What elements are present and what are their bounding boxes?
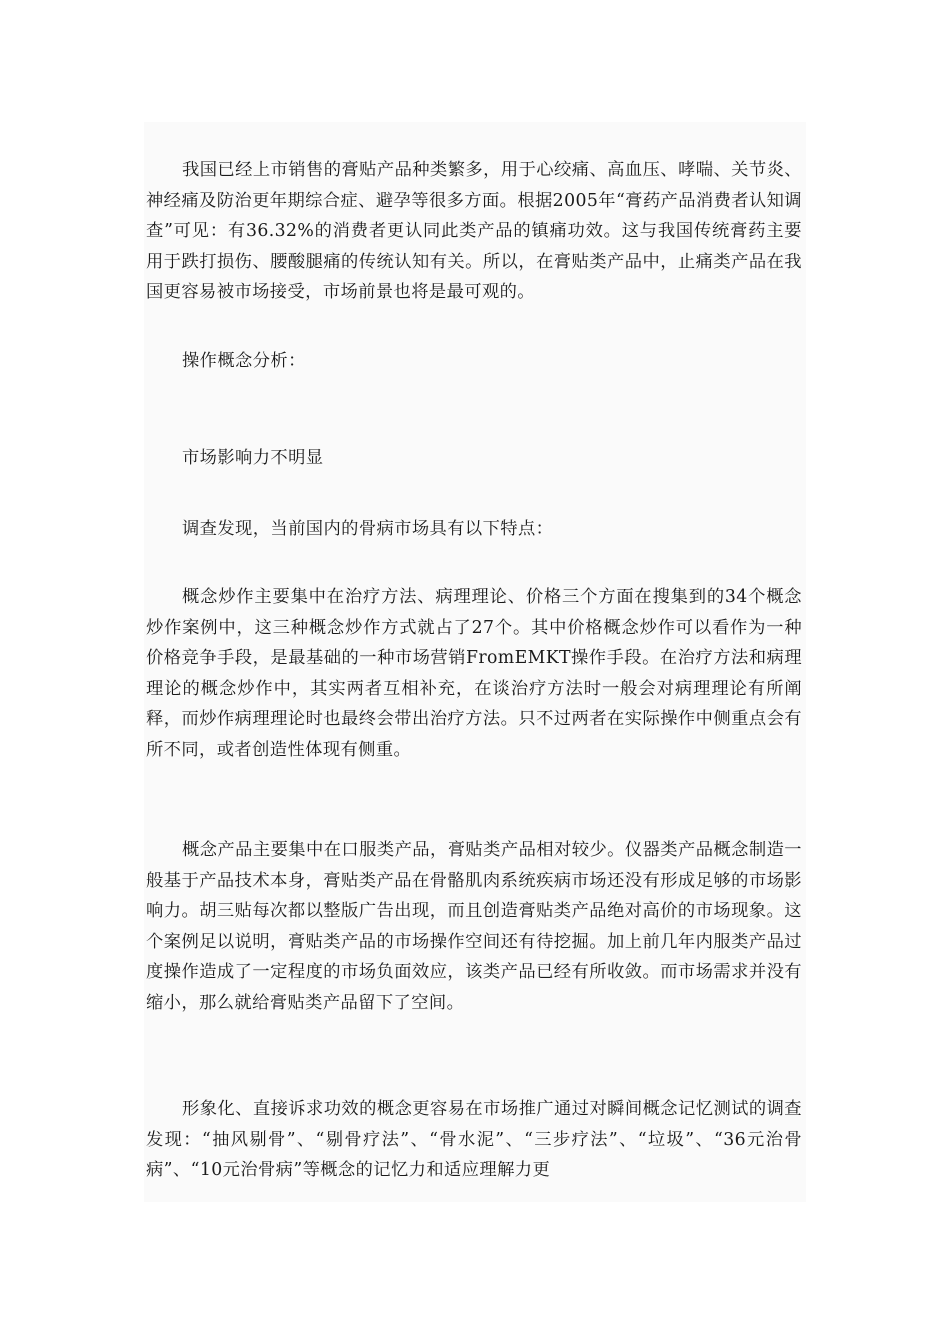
paragraph-survey-intro: 调查发现，当前国内的骨病市场具有以下特点： <box>182 519 554 539</box>
paragraph-concept-products: 概念产品主要集中在口服类产品，膏贴类产品相对较少。仪器类产品概念制造一般基于产品技术本身，膏贴类产品在骨骼肌肉系统疾病市场还没有形成足够的市场影响力。胡三贴每次都以整版广告出现，而且创造膏贴类产品绝对高价的市场现象。这个案例足以说明，膏贴类产品的市场操作空间还有待挖掘。加上前几年内服类产品过度操作造成了一定程度的市场负面效应，该类产品已经有所收敛。而市场需求并没有缩小，那么就给膏贴类产品留下了空间。 <box>146 840 802 1013</box>
paragraph-concept-analysis-heading: 操作概念分析： <box>182 351 306 371</box>
paragraph-concept-hype: 概念炒作主要集中在治疗方法、病理理论、价格三个方面在搜集到的34个概念炒作案例中，这三种概念炒作方式就占了27个。其中价格概念炒作可以看作为一种价格竞争手段，是最基础的一种市场营销FromEMKT操作手段。在治疗方法和病理理论的概念炒作中，其实两者互相补充，在谈治疗方法时一般会对病理理论有所阐释，而炒作病理理论时也最终会带出治疗方法。只不过两者在实际操作中侧重点会有所不同，或者创造性体现有侧重。 <box>146 587 802 760</box>
paragraph-plaster-market-overview: 我国已经上市销售的膏贴产品种类繁多，用于心绞痛、高血压、哮喘、关节炎、神经痛及防治更年期综合症、避孕等很多方面。根据2005年“膏药产品消费者认知调查”可见：有36.32%的消费者更认同此类产品的镇痛功效。这与我国传统膏药主要用于跌打损伤、腰酸腿痛的传统认知有关。所以，在膏贴类产品中，止痛类产品在我国更容易被市场接受，市场前景也将是最可观的。 <box>146 160 802 303</box>
paragraph-market-influence-heading: 市场影响力不明显 <box>182 448 324 468</box>
paragraph-memory-test: 形象化、直接诉求功效的概念更容易在市场推广通过对瞬间概念记忆测试的调查发现：“抽风剔骨”、“剔骨疗法”、“骨水泥”、“三步疗法”、“垃圾”、“36元治骨病”、“10元治骨病”等概念的记忆力和适应理解力更 <box>146 1099 802 1181</box>
